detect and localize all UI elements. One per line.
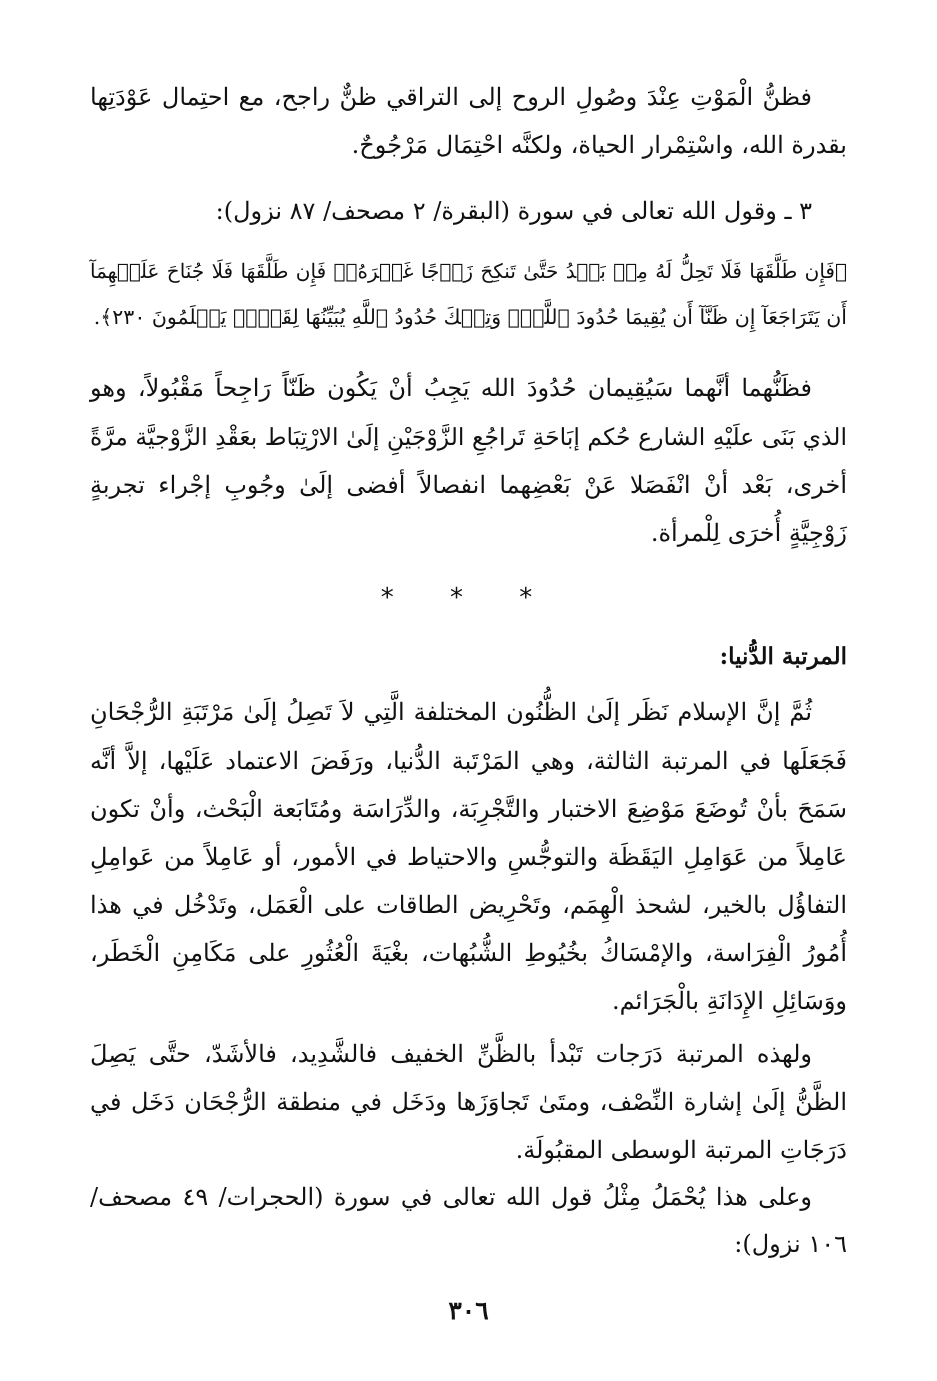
text-line: فظَنُّهما أنَّهما سَيُقِيمان حُدُودَ الله يَجِبُ أنْ يَكُون ظَنّاً رَاجِحاً مَقْبُولاً، وهو bbox=[90, 374, 812, 402]
quran-verse-line: أَن يَتَرَاجَعَآ إِن ظَنَّآ أَن يُقِيمَا حُدُودَ ٱللَّهِۗ وَتِلۡكَ حُدُودُ ٱللَّهِ يُبَيِّنُهَا لِقَوۡمٖ يَعۡلَمُونَ ٢٣٠﴾. bbox=[93, 305, 847, 329]
text-line: وعلى هذا يُحْمَلُ مِثْلُ قول الله تعالى في سورة (الحجرات/ ٤٩ مصحف/ bbox=[90, 1183, 812, 1211]
text-line: فَجَعَلَها في المرتبة الثالثة، وهي المَرْتَبة الدُّنيا، ورَفَضَ الاعتماد عَلَيْها، إلاَّ أنَّه bbox=[90, 747, 847, 775]
text-line: سَمَحَ بأنْ تُوضَعَ مَوْضِعَ الاختبار والتَّجْرِبَة، والدِّرَاسَة ومُتَابَعة الْبَحْث، وأنْ تكون bbox=[90, 795, 847, 823]
text-line: فظنُّ الْمَوْتِ عِنْدَ وصُولِ الروح إلى التراقي ظنٌّ راجح، مع احتِمال عَوْدَتِها bbox=[90, 83, 812, 111]
text-line: أُمُورُ الْفِرَاسة، والإمْسَاكُ بخُيُوطِ الشُّبُهات، بغْيَةَ الْعُثُورِ على مَكَامِنِ الْخَطَر، bbox=[90, 939, 847, 967]
item-heading: ٣ ـ وقول الله تعالى في سورة (البقرة/ ٢ مصحف/ ٨٧ نزول): bbox=[215, 197, 812, 225]
text-line: ١٠٦ نزول): bbox=[734, 1230, 847, 1258]
text-line: بقدرة الله، واسْتِمْرار الحياة، ولكنَّه احْتِمَال مَرْجُوحٌ. bbox=[351, 131, 847, 159]
text-line: زَوْجِيَّةٍ أُخرَى لِلْمرأة. bbox=[650, 519, 847, 547]
text-line: الذي بَنَى علَيْهِ الشارع حُكم إبَاحَةِ تَراجُعِ الزَّوْجَيْنِ إلَىٰ الارْتِبَاط بعَقْدِ الزَّوْجيَّة مرَّةً bbox=[90, 423, 847, 451]
text-line: التفاؤُل بالخير، لشحذ الْهِمَم، وتَحْرِيض الطاقات على الْعَمَل، وتَدْخُل في هذا bbox=[90, 891, 847, 919]
text-line: ثُمَّ إنَّ الإسلام نَظَر إلَىٰ الظُّنُون المختلفة الَّتِي لاَ تَصِلُ إلَىٰ مَرْتَبَةِ الرُّجْحَانِ bbox=[90, 698, 812, 726]
text-line: ولهذه المرتبة دَرَجات تَبْدأ بالظَّنِّ الخفيف فالشَّدِيد، فالأشَدّ، حتَّى يَصِلَ bbox=[90, 1040, 812, 1068]
text-line: دَرَجَاتِ المرتبة الوسطى المقبُولَة. bbox=[515, 1136, 847, 1164]
quran-verse-line: ﴿فَإِن طَلَّقَهَا فَلَا تَحِلُّ لَهُ مِنۢ بَعۡدُ حَتَّىٰ تَنكِحَ زَوۡجًا غَيۡرَهُۥۗ فَإِن طَلَّقَهَا فَلَا جُنَاحَ عَلَيۡهِمَآ bbox=[90, 259, 847, 283]
section-heading: المرتبة الدُّنيا: bbox=[719, 643, 847, 670]
text-line: الظَّنُّ إلَىٰ إشارة النِّصْف، ومتَىٰ تَجاوَزَها ودَخَل في منطقة الرُّجْحَان دَخَل في bbox=[90, 1088, 848, 1116]
text-line: أخرى، بَعْد أنْ انْفَصَلا عَنْ بَعْضِهما انفصالاً أفضى إلَىٰ وجُوبِ إجْراء تجربةٍ bbox=[90, 471, 847, 499]
page-number: ٣٠٦ bbox=[448, 1296, 489, 1325]
text-line: ووَسَائِلِ الإِدَانَةِ بالْجَرَائم. bbox=[612, 987, 847, 1015]
section-separator: * * * bbox=[380, 583, 557, 613]
text-line: عَامِلاً من عَوَامِلِ اليَقَظَة والتوجُّسِ والاحتياط في الأمور، أو عَامِلاً من عَوامِلِ bbox=[90, 843, 847, 871]
